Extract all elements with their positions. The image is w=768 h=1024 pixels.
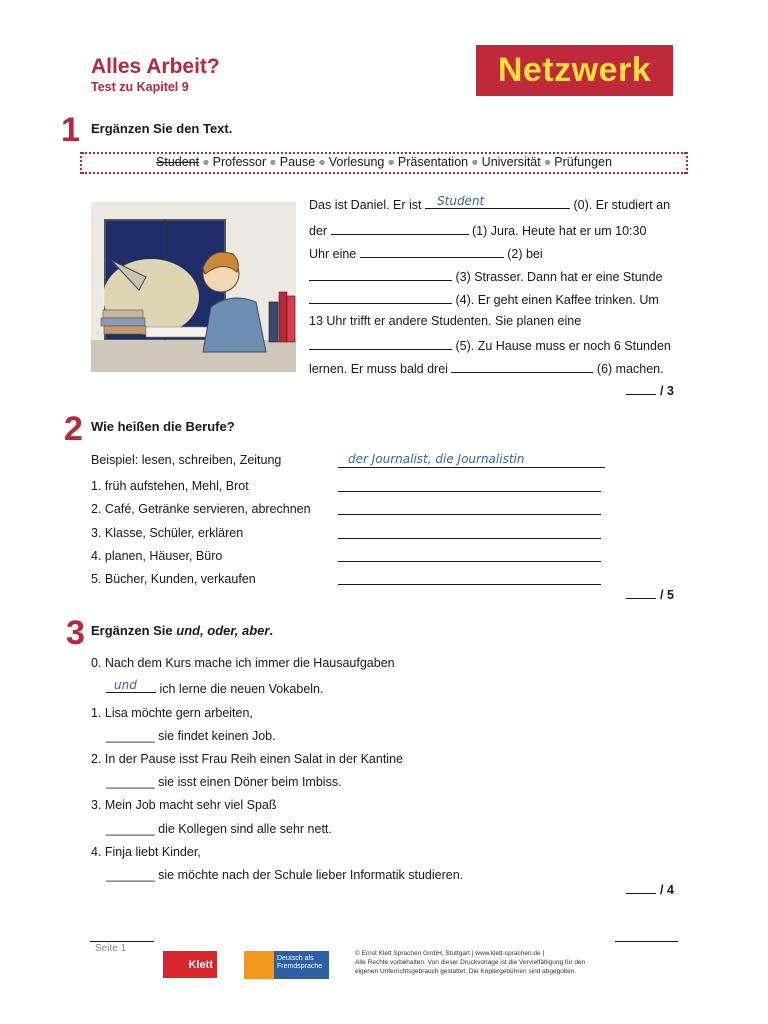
section-2-score [626, 587, 674, 602]
example-blank [106, 680, 156, 693]
copyright-line: Alle Rechte vorbehalten. Von dieser Druckvorlage ist die Vervielfältigung für den [355, 958, 586, 966]
conjunction-item-4-answer[interactable]: _______ sie möchte nach der Schule lieber Informatik studieren. [106, 868, 464, 882]
profession-item-5: 5. Bücher, Kunden, verkaufen [91, 572, 256, 586]
profession-answer-5[interactable] [338, 584, 601, 585]
section-1-number: 1 [61, 111, 80, 149]
example-answer: Student [437, 194, 485, 208]
score-total: / 3 [660, 384, 674, 398]
word-list: Student ● Professor ● Pause ● Vorlesung ● Präsentation ● Universität ● Prüfungen [156, 155, 612, 169]
score-blank[interactable] [626, 383, 656, 395]
daf-logo [244, 951, 329, 979]
heading-emphasis: und, oder, aber [176, 623, 270, 638]
section-3-score [626, 882, 674, 897]
profession-answer-3[interactable] [338, 538, 601, 539]
conjunction-item-1-answer[interactable]: _______ sie findet keinen Job. [106, 729, 276, 743]
profession-answer-2[interactable] [338, 514, 601, 515]
word-item: Pause [279, 155, 316, 169]
worksheet-title: Alles Arbeit? [91, 55, 220, 78]
text-segment: 13 Uhr trifft er andere Studenten. Sie planen eine [309, 314, 582, 328]
word-item: Vorlesung [328, 155, 385, 169]
copyright-line: eigenen Unterrichtsgebrauch gestattet. Die Kopiergebühren sind abgegolten. [355, 967, 577, 975]
text-segment: (2) bei [503, 247, 543, 261]
answer-blank-3[interactable] [309, 268, 452, 281]
word-item: Prüfungen [554, 155, 612, 169]
text-segment: (1) Jura. Heute hat er um 10:30 [468, 224, 647, 238]
conjunction-example-line2 [106, 680, 324, 696]
text-segment: (5). Zu Hause muss er noch 6 Stunden [452, 339, 671, 353]
text-line-3 [309, 268, 663, 284]
section-2-heading: Wie heißen die Berufe? [91, 419, 235, 434]
profession-item-4: 4. planen, Häuser, Büro [91, 549, 223, 563]
example-label: Beispiel: lesen, schreiben, Zeitung [91, 453, 282, 467]
conjunction-item-2-answer[interactable]: _______ sie isst einen Döner beim Imbiss. [106, 775, 342, 789]
text-line-0 [309, 196, 670, 212]
profession-answer-4[interactable] [338, 561, 601, 562]
text-segment: (6) machen. [593, 362, 664, 376]
netzwerk-logo [476, 45, 673, 96]
text-line-1 [309, 222, 646, 238]
example-answer-line [338, 467, 605, 468]
conjunction-item-3: 3. Mein Job macht sehr viel Spaß [91, 798, 277, 812]
answer-blank-0[interactable] [425, 196, 570, 209]
page-number: Seite 1 [95, 943, 127, 954]
profession-item-3: 3. Klasse, Schüler, erklären [91, 526, 244, 540]
profession-item-2: 2. Café, Getränke servieren, abrechnen [91, 502, 311, 516]
conjunction-item-3-answer[interactable]: _______ die Kollegen sind alle sehr nett. [106, 822, 332, 836]
text-segment: (4). Er geht einen Kaffee trinken. Um [452, 293, 659, 307]
score-total: / 4 [660, 883, 674, 897]
worksheet-subtitle: Test zu Kapitel 9 [91, 80, 189, 94]
text-segment: (3) Strasser. Dann hat er eine Stunde [452, 270, 663, 284]
profession-item-1: 1. früh aufstehen, Mehl, Brot [91, 479, 249, 493]
conjunction-item-1: 1. Lisa möchte gern arbeiten, [91, 706, 253, 720]
heading-text: . [269, 623, 274, 638]
section-2-number: 2 [64, 410, 83, 448]
example-answer: der Journalist, die Journalistin [348, 452, 525, 466]
copyright-notice [355, 950, 615, 976]
text-line-5 [309, 314, 581, 328]
daf-logo-text: Deutsch als Fremdsprache [274, 951, 329, 979]
word-item: Präsentation [397, 155, 469, 169]
answer-blank-1[interactable] [331, 222, 469, 235]
conjunction-item-2: 2. In der Pause isst Frau Reih einen Salat in der Kantine [91, 752, 403, 766]
word-item: Professor [212, 155, 267, 169]
text-line-2 [309, 245, 543, 261]
score-blank[interactable] [626, 587, 656, 599]
profession-answer-1[interactable] [338, 491, 601, 492]
text-segment: der [309, 224, 331, 238]
answer-blank-2[interactable] [360, 245, 504, 258]
text-segment: (0). Er studiert an [570, 198, 671, 212]
section-1-score [626, 383, 674, 398]
footer-rule-left [90, 941, 154, 942]
text-segment: Uhr eine [309, 247, 360, 261]
footer-rule-right [615, 941, 678, 942]
klett-logo [163, 951, 217, 978]
text-segment: Das ist Daniel. Er ist [309, 198, 426, 212]
text-segment: lernen. Er muss bald drei [309, 362, 452, 376]
section-3-number: 3 [66, 614, 85, 652]
word-box [82, 152, 686, 174]
word-item: Universität [481, 155, 541, 169]
text-line-7 [309, 360, 664, 376]
text-line-4 [309, 291, 659, 307]
conjunction-item-4: 4. Finja liebt Kinder, [91, 845, 201, 859]
copyright-line: © Ernst Klett Sprachen GmbH, Stuttgart | www.klett-sprachen.de | [355, 950, 545, 957]
student-drawing [91, 202, 296, 372]
score-total: / 5 [660, 588, 674, 602]
logo-text: Netzwerk [497, 51, 652, 89]
klett-logo-text: Klett [188, 958, 213, 971]
answer-blank-6[interactable] [451, 360, 593, 373]
conjunction-example-line1: 0. Nach dem Kurs mache ich immer die Hausaufgaben [91, 656, 395, 670]
text-line-6 [309, 337, 671, 353]
student-illustration [91, 202, 296, 372]
answer-blank-4[interactable] [309, 291, 452, 304]
text-segment: ich lerne die neuen Vokabeln. [156, 682, 324, 696]
score-blank[interactable] [626, 882, 656, 894]
word-item: Student [156, 155, 200, 169]
section-1-heading: Ergänzen Sie den Text. [91, 121, 233, 136]
example-answer: und [114, 678, 137, 692]
answer-blank-5[interactable] [309, 337, 452, 350]
heading-text: Ergänzen Sie [91, 623, 177, 638]
section-3-heading [91, 623, 273, 638]
